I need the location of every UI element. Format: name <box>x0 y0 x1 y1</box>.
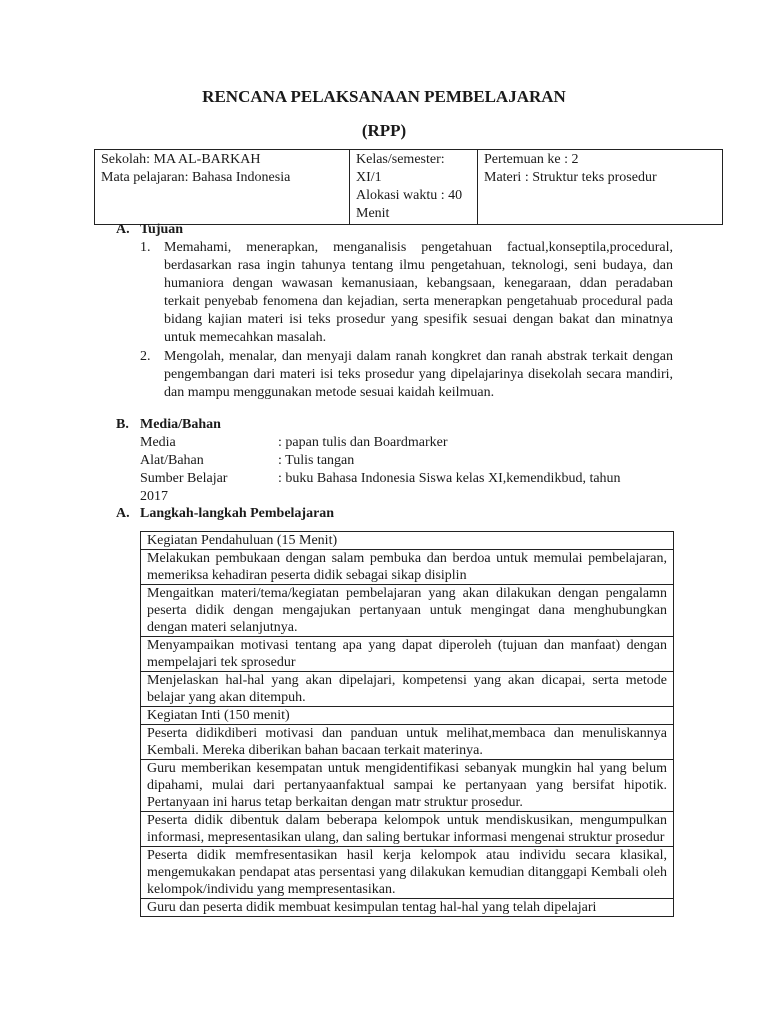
section-letter: B. <box>116 417 129 432</box>
step-cell: Melakukan pembukaan dengan salam pembuka dan berdoa untuk memulai pembelajaran, memeriksa kehadiran peserta didik sebagai sikap disiplin <box>141 550 674 585</box>
info-cell-meeting <box>478 150 723 225</box>
step-cell: Menyampaikan motivasi tentang apa yang dapat diperoleh (tujuan dan manfaat) dengan mempelajari tek sprosedur <box>141 637 674 672</box>
step-cell: Mengaitkan materi/tema/kegiatan pembelajaran yang akan dilakukan dengan pengalamn peserta didik dengan mengajukan pertanyaan untuk mengingat dana menghubungkan dengan materi selanjutnya. <box>141 585 674 637</box>
meeting-number: Pertemuan ke : 2 <box>484 152 579 167</box>
document-title: RENCANA PELAKSANAAN PEMBELAJARAN <box>202 87 566 106</box>
section-title: Langkah-langkah Pembelajaran <box>140 506 335 521</box>
time-unit: Menit <box>356 206 390 221</box>
step-cell: Peserta didikdiberi motivasi dan panduan untuk melihat,membaca dan menuliskannya Kembali. Mereka diberikan bahan bacaan terkait materinya. <box>141 725 674 760</box>
list-text: Mengolah, menalar, dan menyaji dalam ranah kongkret dan ranah abstrak terkait dengan pengembangan dari materi isi teks prosedur yang dipelajarinya disekolah secara mandiri, dan mampu menggunakan metode sesuai kaidah keilmuan. <box>164 349 673 400</box>
document-subtitle: (RPP) <box>361 121 407 140</box>
media-row <box>140 434 680 452</box>
table-row <box>141 899 674 917</box>
step-cell: Menjelaskan hal-hal yang akan dipelajari, kompetensi yang akan dicapai, serta metode belajar yang akan ditempuh. <box>141 672 674 707</box>
table-row <box>141 707 674 725</box>
list-item <box>140 239 673 347</box>
section-heading-media <box>116 416 221 434</box>
media-list <box>140 434 680 506</box>
class-label: Kelas/semester: <box>356 152 445 167</box>
list-item <box>140 348 673 402</box>
table-row <box>141 760 674 812</box>
step-cell: Guru memberikan kesempatan untuk mengidentifikasi sebanyak mungkin hal yang belum dipahami, mulai dari pertanyaanfaktual sampai ke pertanyaan yang bersifat hipotik. Pertanyaan ini harus tetap berkaitan dengan matr struktur prosedur. <box>141 760 674 812</box>
section-letter: A. <box>116 506 130 521</box>
subject-name: Mata pelajaran: Bahasa Indonesia <box>101 170 291 185</box>
steps-table <box>140 531 674 917</box>
table-row <box>141 847 674 899</box>
list-number: 2. <box>140 349 151 364</box>
step-cell: Peserta didik memfresentasikan hasil kerja kelompok atau individu secara klasikal, mengemukakan pendapat atas persentasi yang dilakukan kemudian ditanggapi Kembali oleh kelompok/individu yang mempresentasikan. <box>141 847 674 899</box>
school-name: Sekolah: MA AL-BARKAH <box>101 152 261 167</box>
table-row <box>141 725 674 760</box>
media-key: Sumber Belajar <box>140 471 228 486</box>
time-label: Alokasi waktu : 40 <box>356 188 463 203</box>
table-row <box>141 550 674 585</box>
info-table <box>94 149 723 225</box>
section-title: Media/Bahan <box>140 417 221 432</box>
section-heading-steps <box>116 505 334 523</box>
section-letter: A. <box>116 222 130 237</box>
table-row <box>141 585 674 637</box>
media-row <box>140 452 680 470</box>
step-cell: Kegiatan Inti (150 menit) <box>141 707 674 725</box>
class-value: XI/1 <box>356 170 382 185</box>
list-number: 1. <box>140 240 151 255</box>
media-value: : papan tulis dan Boardmarker <box>278 435 448 450</box>
list-text: Memahami, menerapkan, menganalisis pengetahuan factual,konseptila,procedural, berdasarkan rasa ingin tahunya tentang ilmu pengetahuan, teknologi, seni budaya, dan humaniora dengan wawasan kemanusiaan, kebangsaan, kenegaraan, ddan peradaban terkait penyebab fenomena dan kejadian, serta menerapkan pengetahuab procedural pada bidang kajian materi isi teks prosedur yang spesifik sesuai dengan bakat dan minatnya untuk memecahkan masalah. <box>164 240 673 345</box>
step-cell: Kegiatan Pendahuluan (15 Menit) <box>141 532 674 550</box>
step-cell: Peserta didik dibentuk dalam beberapa kelompok untuk mendiskusikan, mengumpulkan informasi, mepresentasikan ulang, dan saling bertukar informasi mengenai struktur prosedur <box>141 812 674 847</box>
material-topic: Materi : Struktur teks prosedur <box>484 170 657 185</box>
media-value: : buku Bahasa Indonesia Siswa kelas XI,kemendikbud, tahun <box>278 471 621 486</box>
step-cell: Guru dan peserta didik membuat kesimpulan tentag hal-hal yang telah dipelajari <box>141 899 674 917</box>
table-row <box>141 637 674 672</box>
table-row <box>141 532 674 550</box>
info-cell-school <box>95 150 350 225</box>
media-value: : Tulis tangan <box>278 453 355 468</box>
table-row <box>141 672 674 707</box>
media-key: Media <box>140 435 176 450</box>
media-wrap-text: 2017 <box>140 489 168 504</box>
media-row <box>140 470 680 488</box>
objectives-list <box>140 239 673 403</box>
section-heading-tujuan <box>116 221 183 239</box>
section-title: Tujuan <box>140 222 184 237</box>
media-key: Alat/Bahan <box>140 453 204 468</box>
info-cell-class <box>350 150 478 225</box>
table-row <box>141 812 674 847</box>
